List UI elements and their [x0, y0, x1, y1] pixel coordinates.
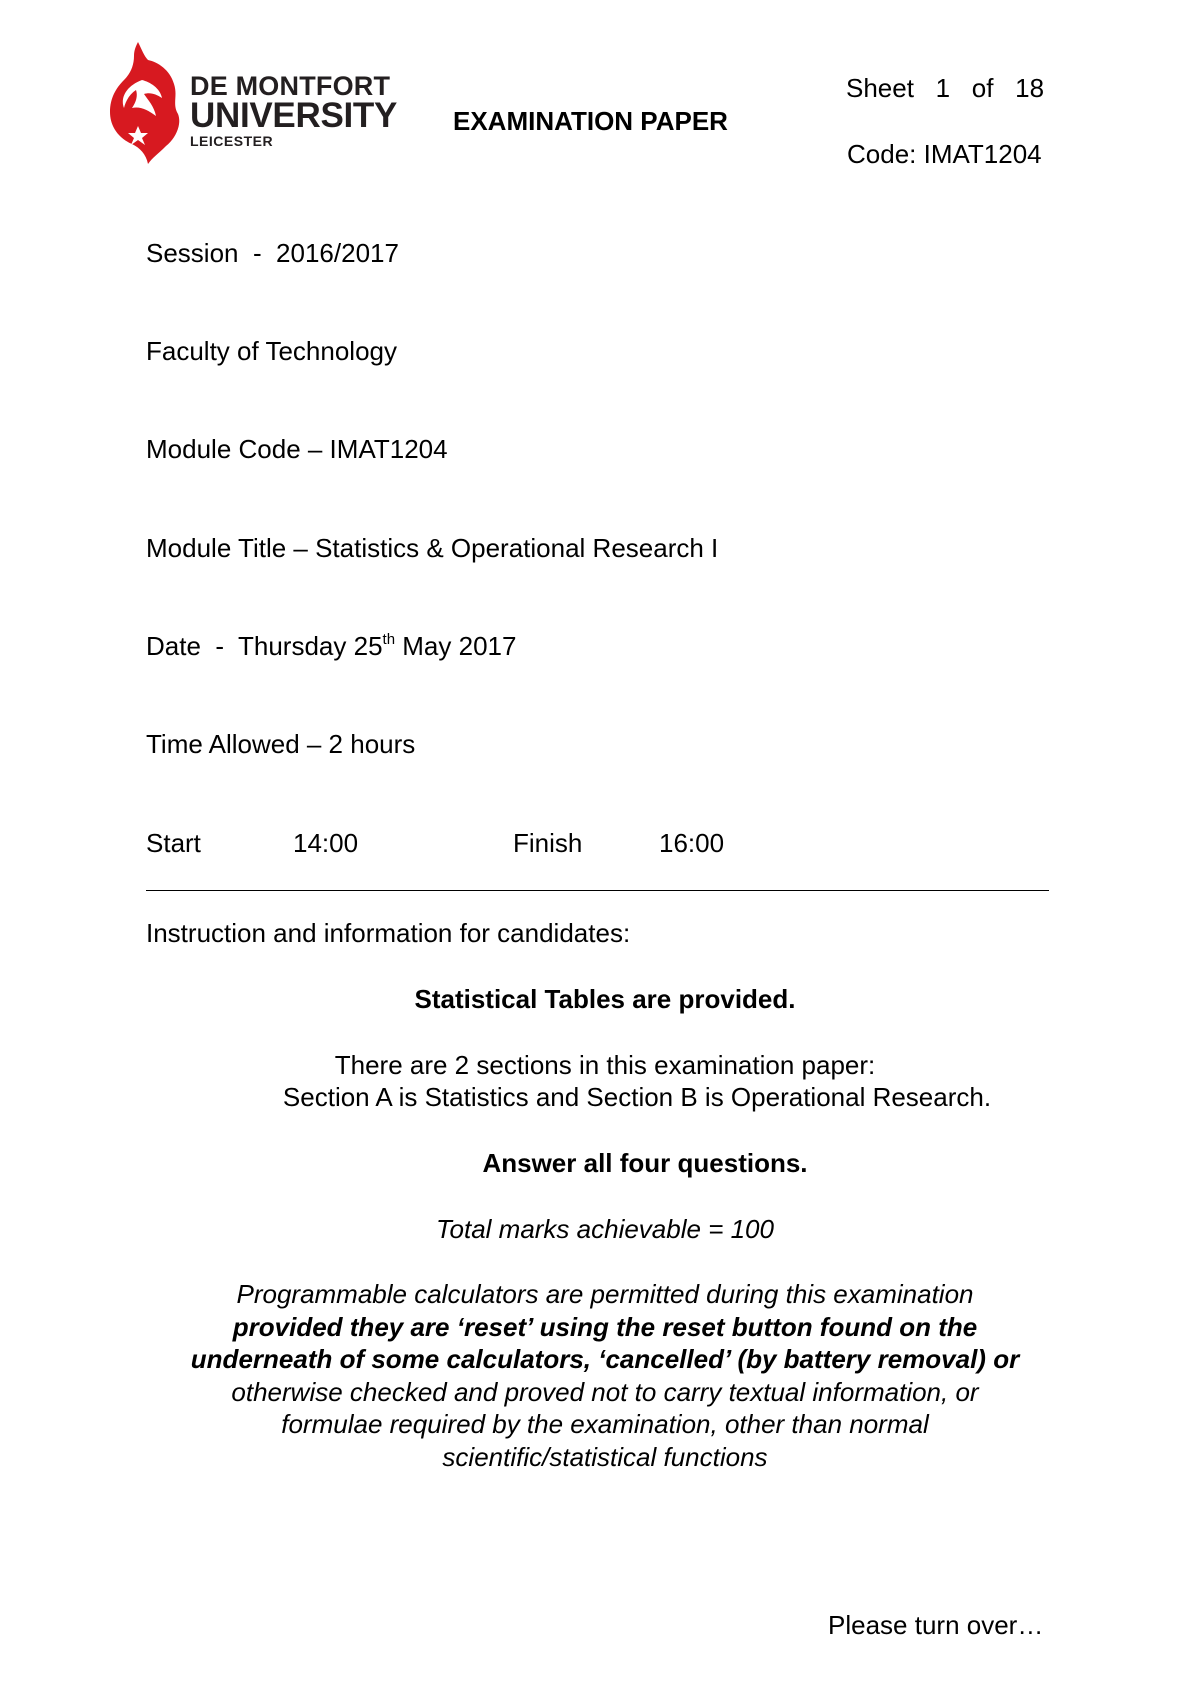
please-turn-over: Please turn over…: [828, 1610, 1044, 1640]
date-ordinal-suffix: th: [382, 631, 396, 648]
total-marks: Total marks achievable = 100: [436, 1214, 774, 1244]
faculty-field: Faculty of Technology: [146, 336, 397, 366]
start-label: Start: [146, 828, 201, 858]
logo-line-2: UNIVERSITY: [190, 96, 398, 135]
calculator-policy: [150, 1278, 1060, 1473]
finish-label: Finish: [513, 828, 583, 858]
exam-paper-title: EXAMINATION PAPER: [453, 106, 728, 136]
tables-notice: Statistical Tables are provided.: [414, 984, 796, 1014]
module-code-field: Module Code – IMAT1204: [146, 434, 448, 464]
exam-code: Code: IMAT1204: [847, 139, 1042, 169]
module-title-field: Module Title – Statistics & Operational Research I: [146, 533, 719, 563]
university-logo: [108, 40, 398, 164]
date-field: [146, 631, 516, 662]
sheet-of-label: of: [971, 73, 994, 103]
sections-line-2: Section A is Statistics and Section B is Operational Research.: [282, 1082, 992, 1112]
sections-line-1: There are 2 sections in this examination paper:: [334, 1050, 876, 1080]
sheet-total: 18: [1015, 73, 1045, 103]
time-allowed-field: Time Allowed – 2 hours: [146, 729, 416, 759]
horizontal-divider: [146, 890, 1049, 891]
sheet-counter: [846, 73, 1044, 104]
calculator-policy-line-2: provided they are ‘reset’ using the reset button found on the: [232, 1311, 978, 1342]
date-prefix: Date - Thursday 25: [146, 631, 383, 661]
instructions-heading: Instruction and information for candidates:: [146, 918, 631, 948]
sheet-label: Sheet: [846, 73, 914, 103]
logo-line-3: LEICESTER: [190, 133, 274, 149]
sheet-current: 1: [935, 73, 951, 103]
lion-emblem-icon: [108, 40, 188, 164]
date-suffix: May 2017: [395, 631, 517, 661]
calculator-policy-line-4: otherwise checked and proved not to carry textual information, or: [231, 1376, 979, 1407]
calculator-policy-line-1: Programmable calculators are permitted during this examination: [236, 1279, 974, 1309]
calculator-policy-line-6: scientific/statistical functions: [442, 1441, 768, 1472]
answer-all-notice: Answer all four questions.: [482, 1148, 808, 1178]
finish-time: 16:00: [659, 828, 725, 858]
session-field: Session - 2016/2017: [146, 238, 399, 268]
logo-wordmark: [190, 72, 397, 150]
calculator-policy-line-5: formulae required by the examination, other than normal: [281, 1409, 929, 1439]
logo-line-1: DE MONTFORT: [190, 71, 391, 101]
calculator-policy-line-3: underneath of some calculators, ‘cancelled’ (by battery removal) or: [190, 1344, 1020, 1374]
start-time: 14:00: [293, 828, 359, 858]
